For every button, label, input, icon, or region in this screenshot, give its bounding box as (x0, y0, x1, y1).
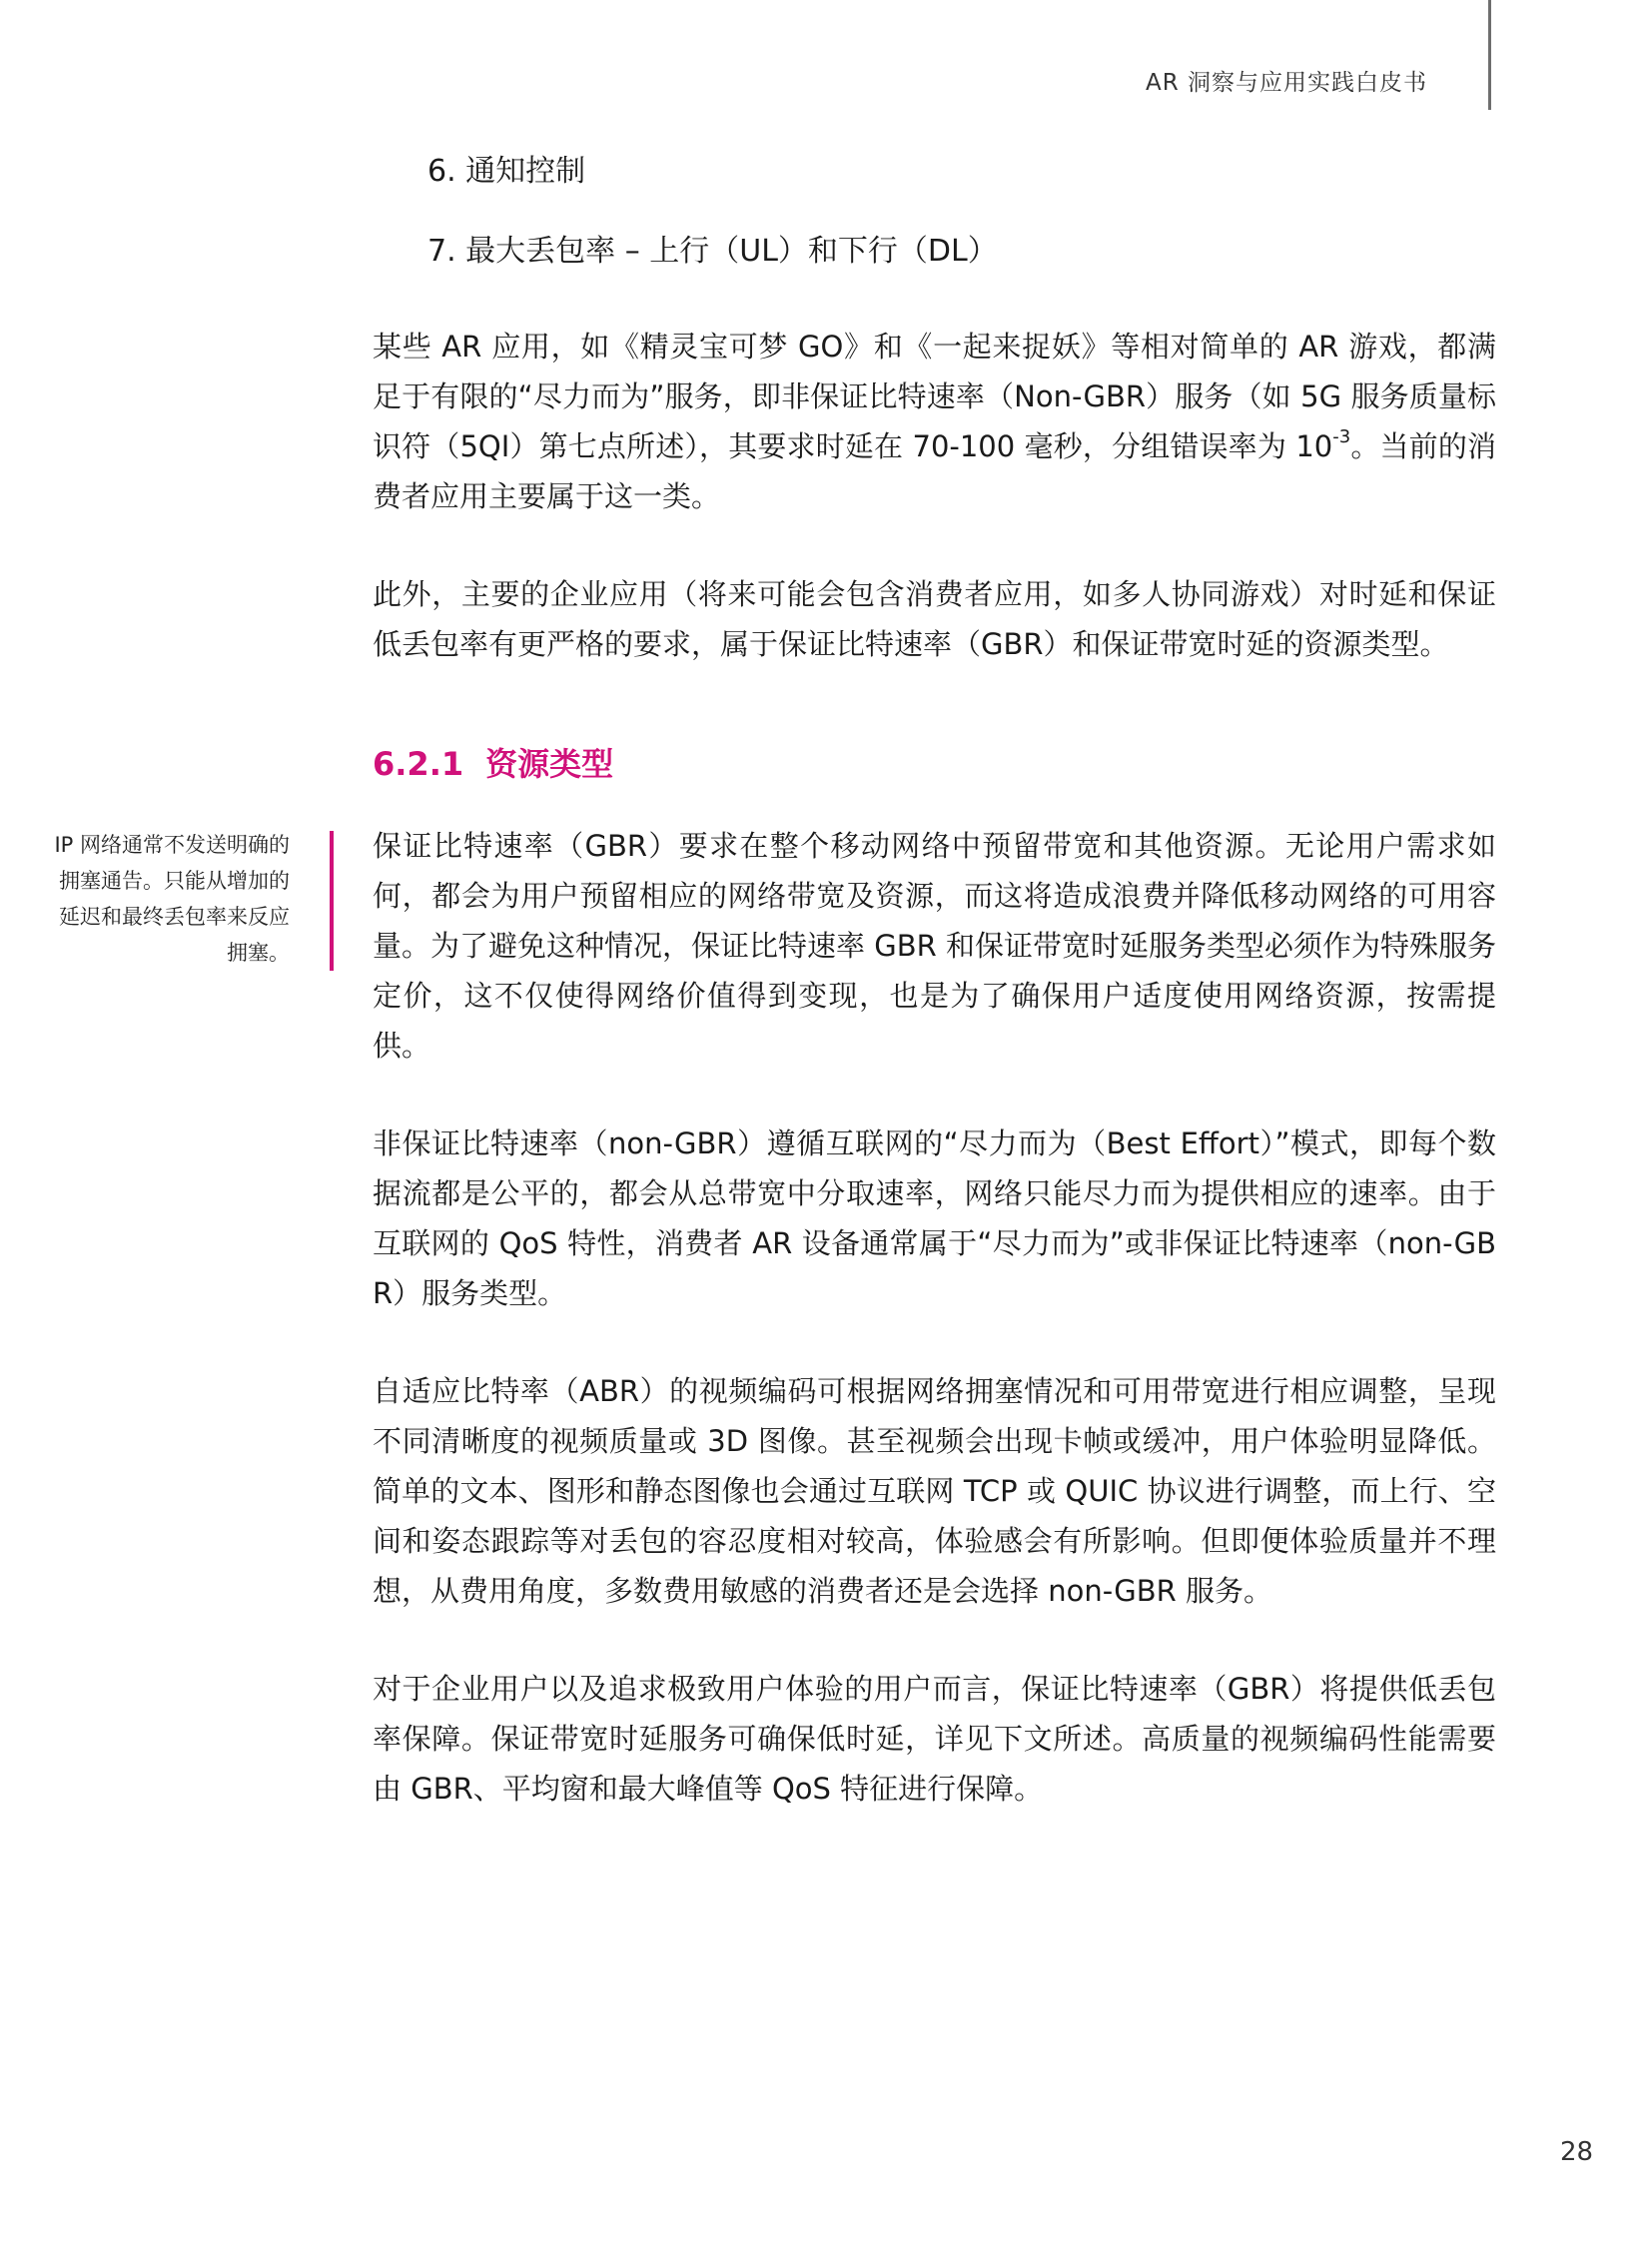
superscript: -3 (1332, 426, 1351, 448)
page-number: 28 (1560, 2137, 1594, 2167)
paragraph: 保证比特速率（GBR）要求在整个移动网络中预留带宽和其他资源。无论用户需求如何，都会为用户预留相应的网络带宽及资源，而这将造成浪费并降低移动网络的可用容量。为了避免这种情况，保证比特速率 GBR 和保证带宽时延服务类型必须作为特殊服务定价，这不仅使得网络价值得到变现，也是为了确保用户适度使用网络资源，按需提供。 (373, 829, 1496, 1063)
sidebar-note: IP 网络通常不发送明确的拥塞通告。只能从增加的延迟和最终丢包率来反应拥塞。 (54, 833, 290, 965)
paragraph: 自适应比特率（ABR）的视频编码可根据网络拥塞情况和可用带宽进行相应调整，呈现不同清晰度的视频质量或 3D 图像。甚至视频会出现卡帧或缓冲，用户体验明显降低。简单的文本、图形和静态图像也会通过互联网 TCP 或 QUIC 协议进行调整，而上行、空间和姿态跟踪等对丢包的容忍度相对较高，体验感会有所影响。但即便体验质量并不理想，从费用角度，多数费用敏感的消费者还是会选择 non-GBR 服务。 (373, 1374, 1496, 1608)
header-title: AR 洞察与应用实践白皮书 (1145, 70, 1427, 96)
section-heading (373, 739, 613, 785)
paragraph-text: 某些 AR 应用，如《精灵宝可梦 GO》和《一起来捉妖》等相对简单的 AR 游戏，都满足于有限的“尽力而为”服务，即非保证比特速率（Non-GBR）服务（如 5G 服务质量标识符（5QI）第七点所述），其要求时延在 70-100 毫秒，分组错误率为 10 (373, 330, 1496, 463)
section-title: 资源类型 (485, 745, 614, 783)
paragraph (373, 322, 1496, 521)
paragraph: 非保证比特速率（non-GBR）遵循互联网的“尽力而为（Best Effort）”模式，即每个数据流都是公平的，都会从总带宽中分取速率，网络只能尽力而为提供相应的速率。由于互联网的 QoS 特性，消费者 AR 设备通常属于“尽力而为”或非保证比特速率（non-GBR）服务类型。 (373, 1126, 1496, 1310)
list-item: 6. 通知控制 (427, 154, 586, 189)
paragraph-text: 。当前的消费者应用主要属于这一类。 (373, 429, 1496, 513)
header-divider (1488, 0, 1491, 110)
section-body (373, 821, 1496, 1862)
numbered-list (427, 152, 998, 312)
section-number: 6.2.1 (373, 745, 464, 783)
paragraph: 对于企业用户以及追求极致用户体验的用户而言，保证比特速率（GBR）将提供低丢包率保障。保证带宽时延服务可确保低时延，详见下文所述。高质量的视频编码性能需要由 GBR、平均窗和最大峰值等 QoS 特征进行保障。 (373, 1672, 1496, 1806)
paragraph: 此外，主要的企业应用（将来可能会包含消费者应用，如多人协同游戏）对时延和保证低丢包率有更严格的要求，属于保证比特速率（GBR）和保证带宽时延的资源类型。 (373, 577, 1496, 661)
sidebar-accent-bar (330, 831, 334, 971)
list-item: 7. 最大丢包率 – 上行（UL）和下行（DL） (427, 234, 998, 269)
intro-body (373, 322, 1496, 717)
